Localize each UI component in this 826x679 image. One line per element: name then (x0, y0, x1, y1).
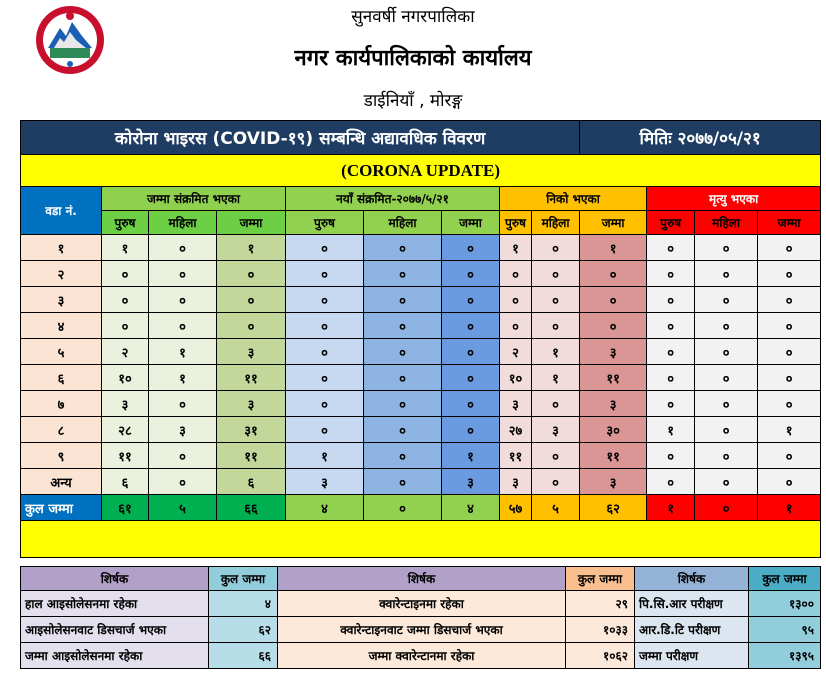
table-cell: १ (580, 235, 647, 261)
summary-item-label: जम्मा क्वारेन्टानमा रहेका (278, 643, 566, 669)
summary-heading: शिर्षक (635, 567, 749, 591)
ward-number: ८ (21, 417, 102, 443)
table-cell: ० (149, 469, 217, 495)
table-cell: ० (442, 365, 500, 391)
table-cell: ० (500, 287, 532, 313)
table-cell: ० (695, 443, 758, 469)
table-cell: ० (758, 287, 821, 313)
table-row (21, 365, 821, 391)
table-cell: ० (442, 235, 500, 261)
table-cell: ० (647, 443, 695, 469)
col-male: पुरुष (286, 211, 364, 235)
table-cell: ० (532, 313, 580, 339)
table-cell: ० (286, 235, 364, 261)
table-cell: ० (647, 469, 695, 495)
table-cell: ० (695, 261, 758, 287)
summary-item-label: आर.डि.टि परीक्षण (635, 617, 749, 643)
table-cell: ६ (102, 469, 149, 495)
col-female: महिला (532, 211, 580, 235)
table-cell: २ (500, 339, 532, 365)
table-cell: ० (758, 261, 821, 287)
banner-date: मितिः २०७७/०५/२१ (580, 121, 821, 155)
table-cell: ११ (102, 443, 149, 469)
ward-number: ४ (21, 313, 102, 339)
summary-item-value: १०६२ (566, 643, 635, 669)
summary-heading: शिर्षक (21, 567, 209, 591)
col-male: पुरुष (647, 211, 695, 235)
table-cell: ३ (217, 391, 286, 417)
table-cell: ० (149, 443, 217, 469)
summary-item-value: १३०० (749, 591, 821, 617)
table-cell: १ (102, 235, 149, 261)
col-female: महिला (149, 211, 217, 235)
table-cell: ० (580, 261, 647, 287)
table-row (21, 469, 821, 495)
table-row (21, 443, 821, 469)
table-cell: ० (286, 261, 364, 287)
table-cell: ० (286, 313, 364, 339)
covid-ward-table (20, 120, 821, 558)
table-cell: ० (102, 287, 149, 313)
table-cell: ० (364, 469, 442, 495)
table-cell: ४ (286, 495, 364, 521)
table-cell: ३ (580, 469, 647, 495)
totals-label: कुल जम्मा (21, 495, 102, 521)
table-cell: ३१ (217, 417, 286, 443)
table-cell: ० (532, 469, 580, 495)
table-cell: ० (695, 313, 758, 339)
table-cell: १ (217, 235, 286, 261)
table-cell: ११ (217, 443, 286, 469)
col-total: जम्मा (442, 211, 500, 235)
table-cell: ० (532, 235, 580, 261)
table-cell: ० (695, 417, 758, 443)
table-cell: ० (364, 313, 442, 339)
ward-header: वडा नं. (21, 187, 102, 235)
table-cell: ० (758, 391, 821, 417)
summary-row (21, 591, 821, 617)
table-cell: १ (758, 417, 821, 443)
table-cell: ३ (532, 417, 580, 443)
ward-number: अन्य (21, 469, 102, 495)
summary-item-label: जम्मा आइसोलेसनमा रहेका (21, 643, 209, 669)
table-cell: ० (364, 287, 442, 313)
table-row (21, 339, 821, 365)
table-cell: ० (758, 235, 821, 261)
table-cell: ० (695, 339, 758, 365)
table-cell: ३ (500, 391, 532, 417)
table-cell: ० (286, 365, 364, 391)
table-cell: १ (500, 235, 532, 261)
summary-item-value: १३९५ (749, 643, 821, 669)
table-cell: ० (149, 313, 217, 339)
table-cell: ० (500, 313, 532, 339)
location-name: डाईनियाँ , मोरङ्ग (363, 91, 463, 111)
summary-table (20, 566, 821, 669)
table-cell: ० (532, 261, 580, 287)
table-cell: ० (758, 365, 821, 391)
table-cell: ० (695, 495, 758, 521)
table-cell: ० (149, 287, 217, 313)
table-cell: ५७ (500, 495, 532, 521)
summary-item-label: पि.सि.आर परीक्षण (635, 591, 749, 617)
table-cell: ० (647, 313, 695, 339)
header (0, 0, 826, 120)
table-cell: २ (102, 339, 149, 365)
summary-item-label: क्वारेन्टाइनमा रहेका (278, 591, 566, 617)
table-cell: ५ (532, 495, 580, 521)
summary-item-label: हाल आइसोलेसनमा रहेका (21, 591, 209, 617)
summary-heading: शिर्षक (278, 567, 566, 591)
table-cell: १० (500, 365, 532, 391)
table-cell: ० (364, 417, 442, 443)
col-male: पुरुष (500, 211, 532, 235)
table-cell: ६ (217, 469, 286, 495)
totals-row (21, 495, 821, 521)
summary-item-label: जम्मा परीक्षण (635, 643, 749, 669)
summary-item-value: २९ (566, 591, 635, 617)
table-cell: ० (102, 261, 149, 287)
table-cell: ० (695, 235, 758, 261)
municipality-name: सुनवर्षी नगरपालिका (351, 7, 475, 27)
summary-item-value: ६६ (209, 643, 278, 669)
summary-row (21, 617, 821, 643)
table-cell: ६१ (102, 495, 149, 521)
summary-item-label: आइसोलेसनवाट डिसचार्ज भएका (21, 617, 209, 643)
table-cell: ० (695, 365, 758, 391)
total-infected-header: जम्मा संक्रमित भएका (102, 187, 286, 211)
summary-item-value: ६२ (209, 617, 278, 643)
table-cell: ० (364, 235, 442, 261)
table-cell: ० (217, 261, 286, 287)
table-cell: ० (758, 313, 821, 339)
table-cell: ० (364, 495, 442, 521)
table-cell: ० (647, 365, 695, 391)
table-cell: १० (102, 365, 149, 391)
table-cell: ० (695, 391, 758, 417)
table-cell: ६६ (217, 495, 286, 521)
table-cell: १ (149, 365, 217, 391)
table-cell: २८ (102, 417, 149, 443)
table-cell: ३ (580, 339, 647, 365)
table-cell: ५ (149, 495, 217, 521)
col-male: पुरुष (102, 211, 149, 235)
table-cell: ० (442, 339, 500, 365)
table-cell: ० (758, 469, 821, 495)
table-cell: ० (364, 261, 442, 287)
table-row (21, 235, 821, 261)
table-cell: ३ (580, 391, 647, 417)
spacer-band (21, 521, 821, 558)
table-cell: ११ (217, 365, 286, 391)
table-cell: ४ (442, 495, 500, 521)
table-row (21, 261, 821, 287)
table-cell: ० (149, 235, 217, 261)
new-infected-header: नयाँ संक्रमित-२०७७/५/२१ (286, 187, 500, 211)
table-cell: ० (364, 339, 442, 365)
table-cell: १ (149, 339, 217, 365)
table-cell: ० (442, 261, 500, 287)
ward-number: २ (21, 261, 102, 287)
table-cell: ० (286, 287, 364, 313)
table-cell: ० (647, 261, 695, 287)
table-cell: ० (695, 287, 758, 313)
table-cell: ३ (286, 469, 364, 495)
table-cell: ० (286, 391, 364, 417)
table-cell: ० (286, 339, 364, 365)
table-cell: ३ (500, 469, 532, 495)
summary-item-label: क्वारेन्टाइनवाट जम्मा डिसचार्ज भएका (278, 617, 566, 643)
ward-number: ३ (21, 287, 102, 313)
table-cell: ११ (580, 365, 647, 391)
table-cell: ० (580, 313, 647, 339)
table-cell: १ (442, 443, 500, 469)
table-row (21, 287, 821, 313)
recovered-header: निको भएका (500, 187, 647, 211)
col-total: जम्मा (217, 211, 286, 235)
table-cell: ० (647, 391, 695, 417)
table-cell: १ (532, 339, 580, 365)
table-cell: २७ (500, 417, 532, 443)
table-cell: ० (647, 235, 695, 261)
ward-number: ७ (21, 391, 102, 417)
table-cell: ० (364, 365, 442, 391)
table-cell: ० (102, 313, 149, 339)
table-cell: ११ (500, 443, 532, 469)
summary-total-label: कुल जम्मा (566, 567, 635, 591)
table-cell: ० (695, 469, 758, 495)
table-cell: ० (442, 417, 500, 443)
col-total: जम्मा (580, 211, 647, 235)
table-row (21, 391, 821, 417)
summary-item-value: १०३३ (566, 617, 635, 643)
table-cell: ० (149, 391, 217, 417)
table-cell: १ (532, 365, 580, 391)
table-row (21, 417, 821, 443)
deaths-header: मृत्यु भएका (647, 187, 821, 211)
table-cell: ० (500, 261, 532, 287)
table-cell: ० (532, 443, 580, 469)
banner-title: कोरोना भाइरस (COVID-१९) सम्बन्धि अद्यावधिक विवरण (21, 121, 580, 155)
table-cell: ० (149, 261, 217, 287)
col-total: जम्मा (758, 211, 821, 235)
table-cell: १ (647, 495, 695, 521)
ward-number: ९ (21, 443, 102, 469)
summary-total-label: कुल जम्मा (209, 567, 278, 591)
ward-number: ६ (21, 365, 102, 391)
table-cell: ३ (217, 339, 286, 365)
summary-item-value: ९५ (749, 617, 821, 643)
ward-number: ५ (21, 339, 102, 365)
table-cell: ३ (442, 469, 500, 495)
table-cell: ० (647, 287, 695, 313)
table-cell: ० (532, 287, 580, 313)
table-cell: ० (758, 339, 821, 365)
table-cell: १ (286, 443, 364, 469)
table-row (21, 313, 821, 339)
table-cell: ११ (580, 443, 647, 469)
table-cell: ० (758, 443, 821, 469)
table-cell: ० (364, 391, 442, 417)
table-cell: ३ (102, 391, 149, 417)
table-cell: ३० (580, 417, 647, 443)
table-cell: १ (647, 417, 695, 443)
table-cell: ० (442, 391, 500, 417)
table-cell: ० (442, 313, 500, 339)
table-cell: ० (364, 443, 442, 469)
table-cell: ० (286, 417, 364, 443)
ward-number: १ (21, 235, 102, 261)
office-name: नगर कार्यपालिकाको कार्यालय (294, 46, 532, 71)
table-cell: ० (532, 391, 580, 417)
summary-item-value: ४ (209, 591, 278, 617)
col-female: महिला (364, 211, 442, 235)
table-cell: १ (758, 495, 821, 521)
summary-total-label: कुल जम्मा (749, 567, 821, 591)
table-cell: ० (442, 287, 500, 313)
table-cell: ० (647, 339, 695, 365)
table-cell: ० (580, 287, 647, 313)
col-female: महिला (695, 211, 758, 235)
corona-update-label: (CORONA UPDATE) (21, 155, 821, 187)
table-cell: ० (217, 287, 286, 313)
summary-row (21, 643, 821, 669)
table-cell: ३ (149, 417, 217, 443)
table-cell: ६२ (580, 495, 647, 521)
table-cell: ० (217, 313, 286, 339)
